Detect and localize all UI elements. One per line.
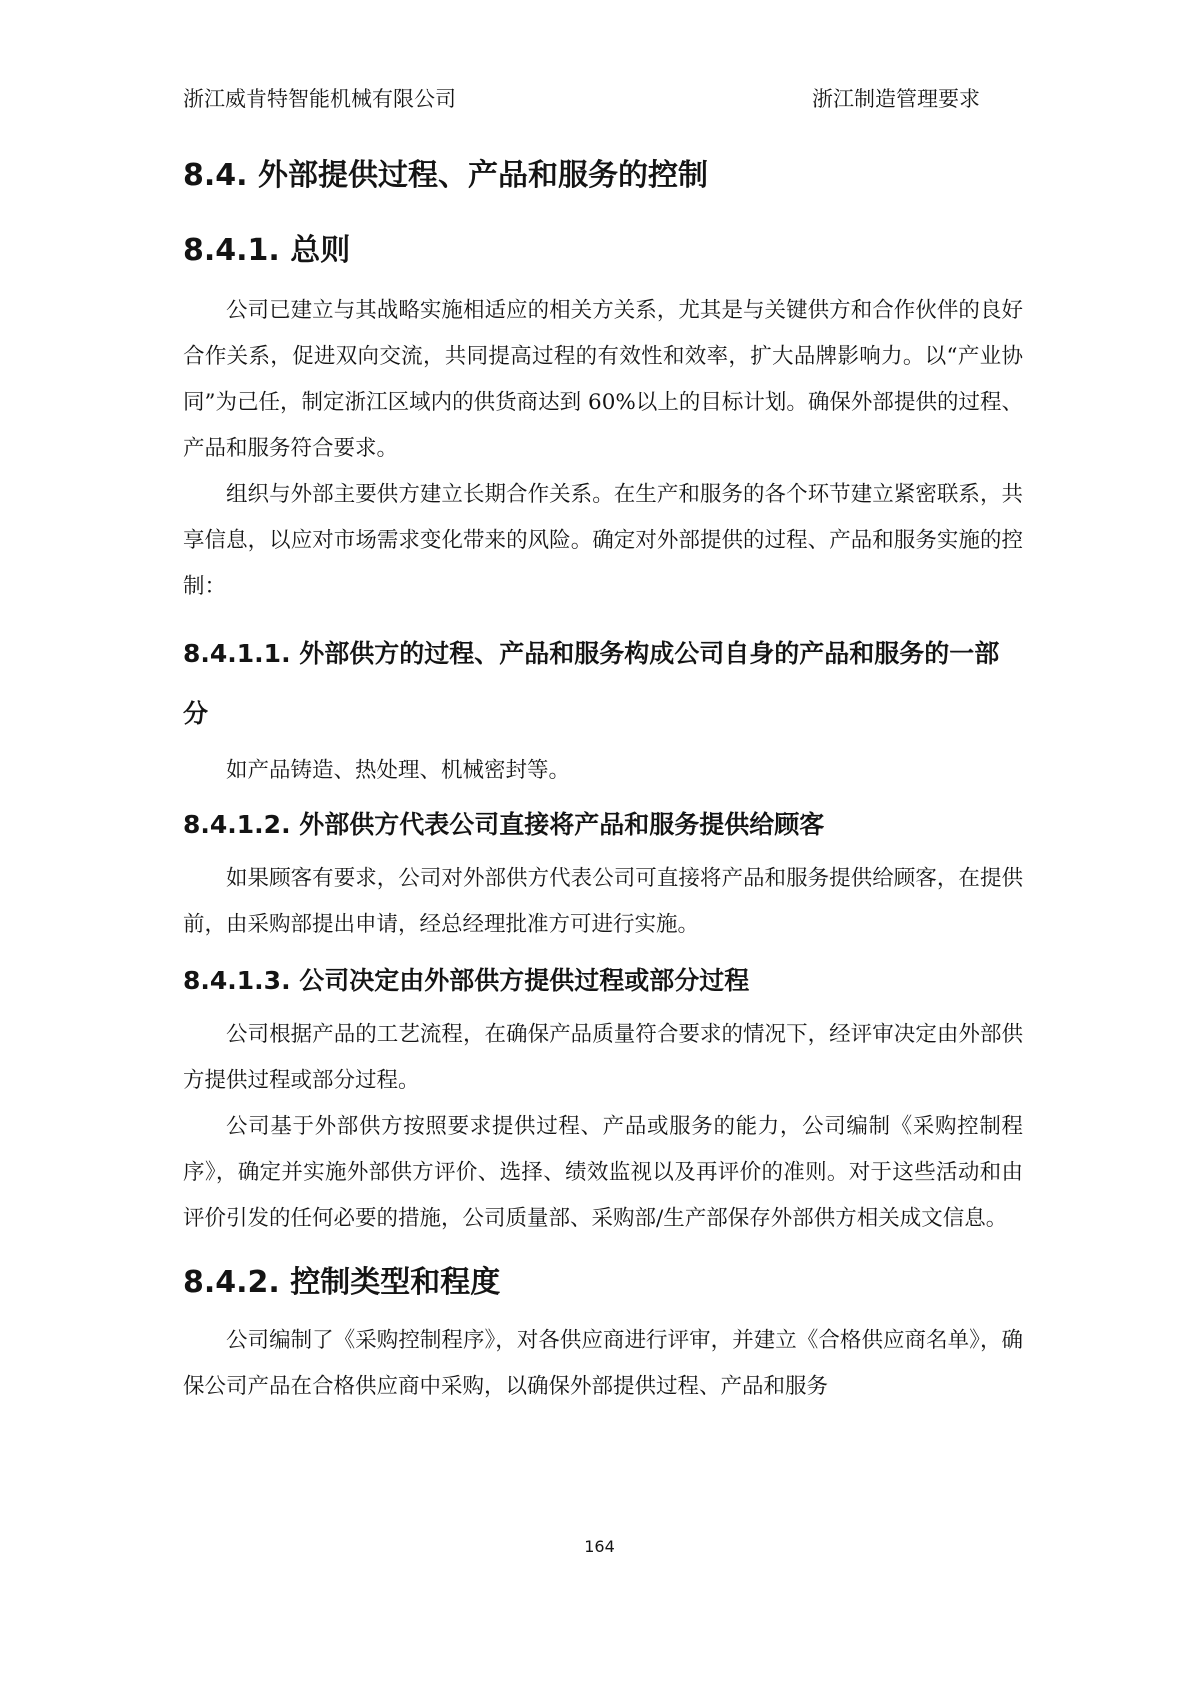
paragraph-8-4-1-2: 如果顾客有要求，公司对外部供方代表公司可直接将产品和服务提供给顾客，在提供前，由采购部提出申请，经总经理批准方可进行实施。 bbox=[183, 866, 1023, 937]
section-heading-8-4: 8.4. 外部提供过程、产品和服务的控制 bbox=[183, 158, 708, 193]
page-header bbox=[183, 84, 983, 114]
paragraph-8-4-2: 公司编制了《采购控制程序》，对各供应商进行评审，并建立《合格供应商名单》，确保公司产品在合格供应商中采购，以确保外部提供过程、产品和服务 bbox=[183, 1328, 1023, 1399]
section-heading-8-4-1-2: 8.4.1.2. 外部供方代表公司直接将产品和服务提供给顾客 bbox=[183, 810, 825, 839]
header-company-name: 浙江威肯特智能机械有限公司 bbox=[183, 87, 456, 111]
section-heading-8-4-1-1: 8.4.1.1. 外部供方的过程、产品和服务构成公司自身的产品和服务的一部分 bbox=[183, 639, 1000, 728]
paragraph-8-4-1-3-b: 公司基于外部供方按照要求提供过程、产品或服务的能力，公司编制《采购控制程序》，确定并实施外部供方评价、选择、绩效监视以及再评价的准则。对于这些活动和由评价引发的任何必要的措施，公司质量部、采购部/生产部保存外部供方相关成文信息。 bbox=[183, 1114, 1023, 1231]
paragraph-general-1: 公司已建立与其战略实施相适应的相关方关系，尤其是与关键供方和合作伙伴的良好合作关系，促进双向交流，共同提高过程的有效性和效率，扩大品牌影响力。以“产业协同”为己任，制定浙江区域内的供货商达到 60%以上的目标计划。确保外部提供的过程、产品和服务符合要求。 bbox=[183, 298, 1023, 461]
page-number: 164 bbox=[584, 1537, 615, 1556]
section-heading-8-4-1-3: 8.4.1.3. 公司决定由外部供方提供过程或部分过程 bbox=[183, 966, 750, 995]
page-content bbox=[183, 155, 1023, 1410]
paragraph-general-2: 组织与外部主要供方建立长期合作关系。在生产和服务的各个环节建立紧密联系，共享信息，以应对市场需求变化带来的风险。确定对外部提供的过程、产品和服务实施的控制： bbox=[183, 482, 1023, 599]
paragraph-8-4-1-1: 如产品铸造、热处理、机械密封等。 bbox=[226, 758, 571, 783]
header-document-title: 浙江制造管理要求 bbox=[812, 87, 980, 111]
paragraph-8-4-1-3-a: 公司根据产品的工艺流程，在确保产品质量符合要求的情况下，经评审决定由外部供方提供过程或部分过程。 bbox=[183, 1022, 1023, 1093]
section-heading-8-4-2: 8.4.2. 控制类型和程度 bbox=[183, 1265, 501, 1300]
section-heading-8-4-1: 8.4.1. 总则 bbox=[183, 233, 351, 268]
